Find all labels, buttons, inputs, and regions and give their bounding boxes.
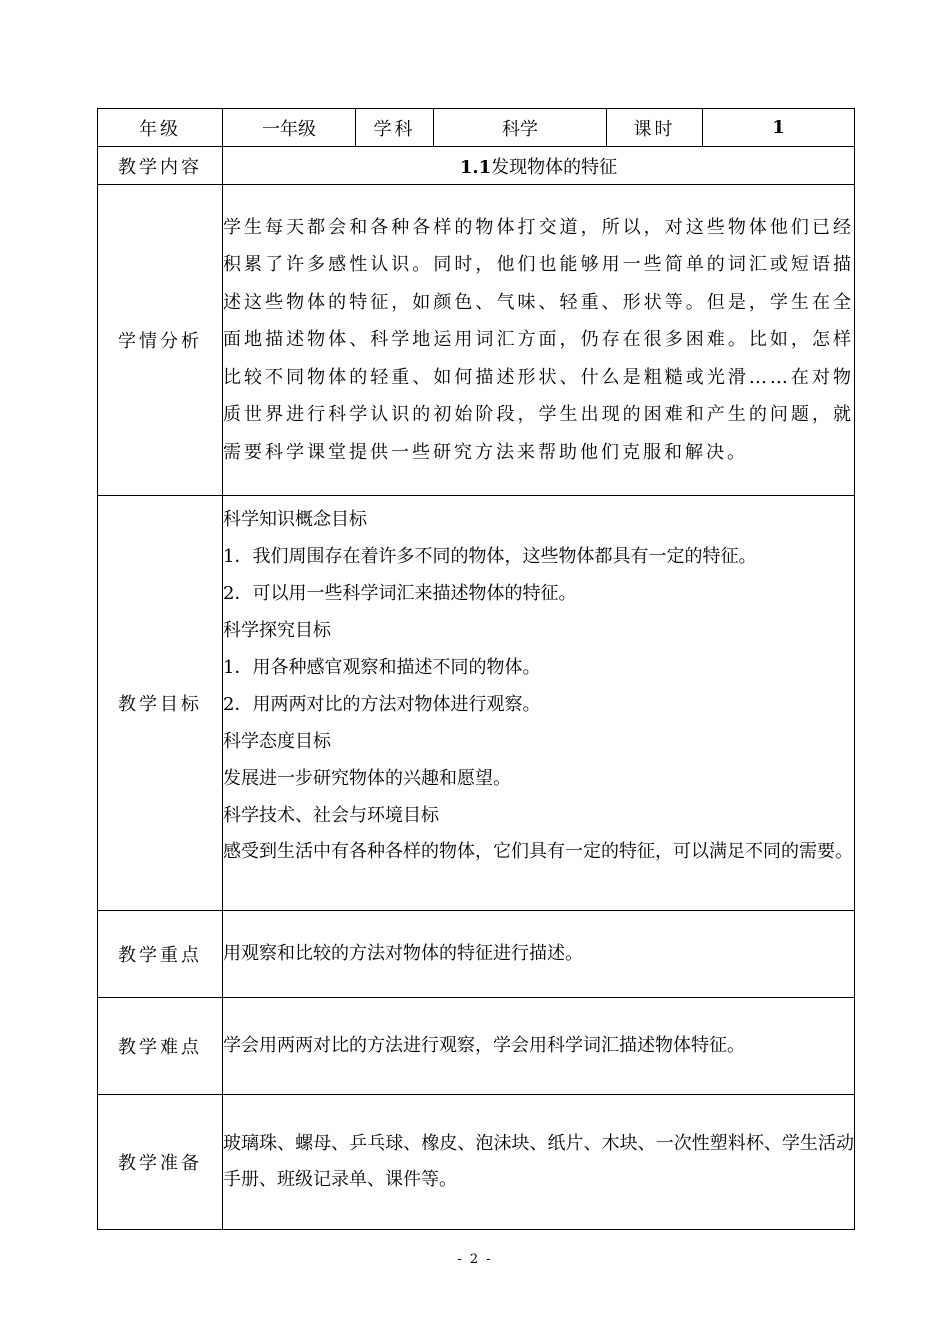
grade-value: 一年级	[223, 109, 356, 147]
subject-value: 科学	[434, 109, 607, 147]
goals-cell	[223, 496, 855, 911]
goal-item: 2．用两两对比的方法对物体进行观察。	[223, 694, 541, 715]
goal-item: 感受到生活中有各种各样的物体，它们具有一定的特征，可以满足不同的需要。	[223, 841, 853, 862]
lesson-title-cell	[223, 147, 855, 185]
header-row	[98, 109, 855, 147]
key-points-text: 用观察和比较的方法对物体的特征进行描述。	[223, 943, 583, 964]
goals-row	[98, 496, 855, 911]
lesson-plan-table	[97, 108, 855, 1230]
analysis-text: 学生每天都会和各种各样的物体打交道，所以，对这些物体他们已经积累了许多感性认识。同时，他们也能够用一些简单的词汇或短语描述这些物体的特征，如颜色、气味、轻重、形状等。但是，学生在全面地描述物体、科学地运用词汇方面，仍存在很多困难。比如，怎样比较不同物体的轻重、如何描述形状、什么是粗糙或光滑……在对物质世界进行科学认识的初始阶段，学生出现的困难和产生的问题，就需要科学课堂提供一些研究方法来帮助他们克服和解决。	[223, 216, 854, 463]
grade-label: 年级	[98, 109, 223, 147]
period-value: 1	[703, 109, 855, 147]
lesson-number: 1.1	[459, 156, 492, 178]
goal-item: 2．可以用一些科学词汇来描述物体的特征。	[223, 583, 577, 604]
preparation-cell	[223, 1095, 855, 1230]
preparation-label: 教学准备	[98, 1095, 223, 1230]
difficulties-label: 教学难点	[98, 998, 223, 1095]
content-label: 教学内容	[98, 147, 223, 185]
goals-label: 教学目标	[98, 496, 223, 911]
key-points-row	[98, 911, 855, 998]
lesson-title: 发现物体的特征	[491, 156, 618, 178]
difficulties-text: 学会用两两对比的方法进行观察，学会用科学词汇描述物体特征。	[223, 1035, 745, 1056]
content-row	[98, 147, 855, 185]
goal-heading-sts: 科学技术、社会与环境目标	[223, 805, 439, 826]
preparation-row	[98, 1095, 855, 1230]
goals-list	[223, 496, 854, 870]
preparation-text: 玻璃珠、螺母、乒乓球、橡皮、泡沫块、纸片、木块、一次性塑料杯、学生活动手册、班级记录单、课件等。	[223, 1133, 854, 1190]
goal-item: 1．用各种感官观察和描述不同的物体。	[223, 657, 541, 678]
page-number: - 2 -	[457, 1252, 493, 1267]
goal-heading-attitude: 科学态度目标	[223, 731, 331, 752]
analysis-cell	[223, 185, 855, 496]
period-label: 课时	[607, 109, 703, 147]
analysis-label: 学情分析	[98, 185, 223, 496]
goal-heading-knowledge: 科学知识概念目标	[223, 509, 367, 530]
goal-item: 1．我们周围存在着许多不同的物体，这些物体都具有一定的特征。	[223, 546, 757, 567]
difficulties-row	[98, 998, 855, 1095]
goal-heading-inquiry: 科学探究目标	[223, 620, 331, 641]
difficulties-cell	[223, 998, 855, 1095]
goal-item: 发展进一步研究物体的兴趣和愿望。	[223, 768, 511, 789]
key-points-label: 教学重点	[98, 911, 223, 998]
analysis-row	[98, 185, 855, 496]
subject-label: 学科	[356, 109, 434, 147]
key-points-cell	[223, 911, 855, 998]
